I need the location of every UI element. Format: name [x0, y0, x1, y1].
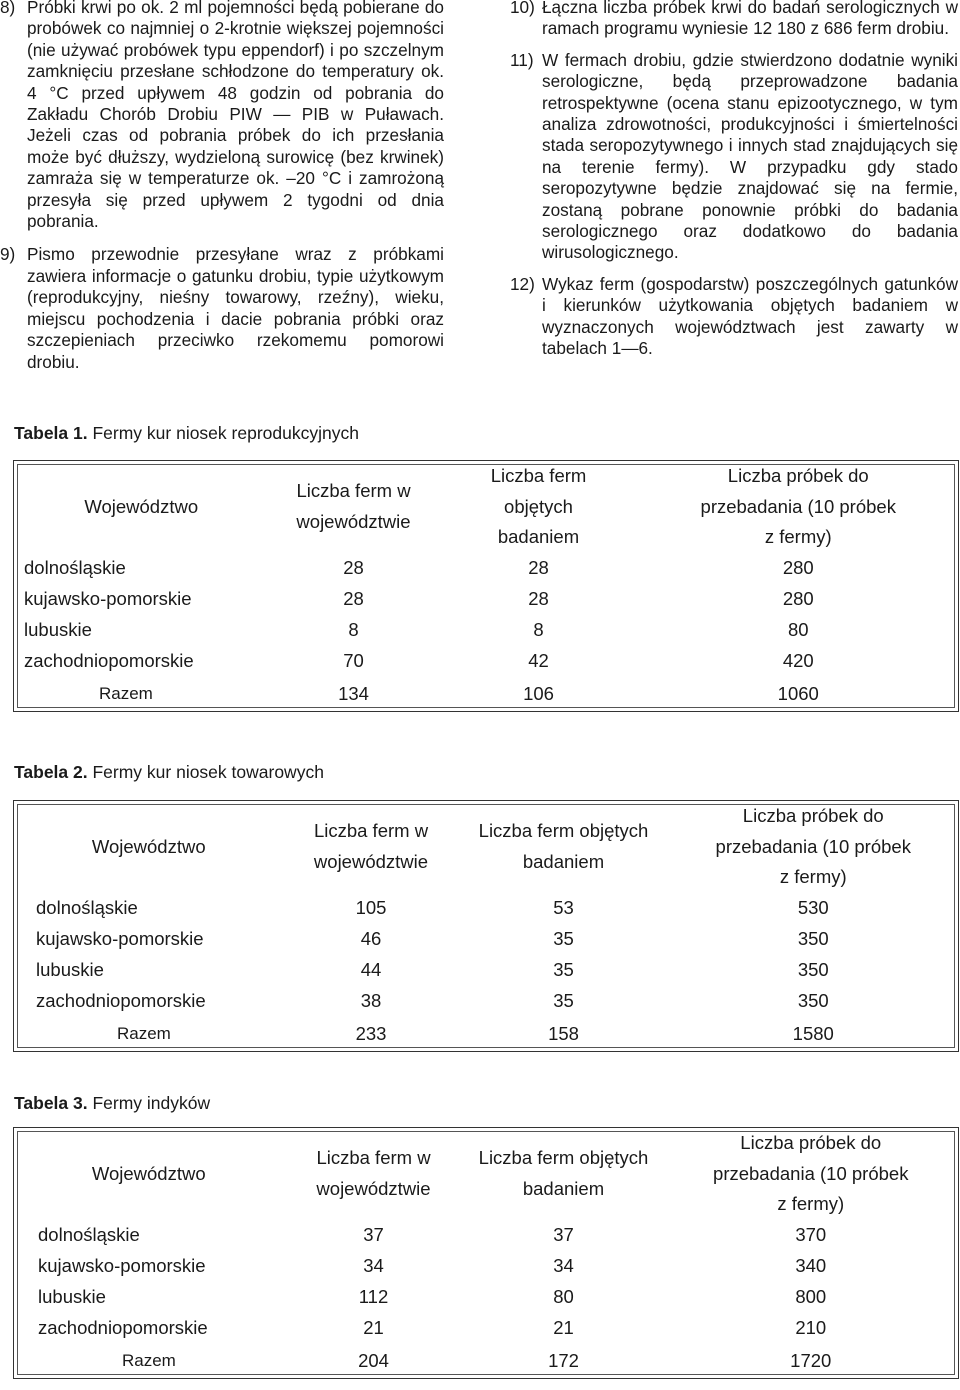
header-cell: Liczba próbek do przebadania (10 próbek z fermy)	[715, 805, 911, 887]
cell-region: zachodniopomorskie	[24, 650, 194, 671]
total-label: Razem	[117, 1023, 171, 1043]
header-cell: Liczba próbek do przebadania (10 próbek z fermy)	[713, 1132, 909, 1214]
table-total-row	[14, 1344, 959, 1379]
table-row	[14, 1251, 959, 1282]
cell-region: lubuskie	[24, 619, 92, 640]
cell-value: 280	[782, 557, 814, 578]
table-row	[14, 584, 959, 615]
cell-value: 350	[797, 959, 829, 980]
list-text: W fermach drobiu, gdzie stwierdzono dodatnie wyniki serologiczne, będą przeprowadzone badania retrospektywne (ocena stanu epizootycznego, w tym analiza zdrowotności, produkcyjności i śmiertelności stada seropozytywnego i innych stad znajdujących się na terenie fermy). W przypadku gdy stado seropozytywne będzie znajdować się na fermie, zostaną pobrane ponownie próbki do badania serologicznego oraz dodatkowo do badania wirusologicznego.	[542, 49, 958, 263]
header-cell: Liczba ferm objętych badaniem	[478, 1147, 649, 1199]
total-value: 1720	[790, 1349, 832, 1371]
cell-value: 8	[533, 619, 544, 640]
list-number: 9)	[0, 244, 16, 265]
cell-value: 21	[363, 1317, 384, 1338]
list-item-12	[512, 274, 958, 360]
cell-value: 112	[358, 1286, 389, 1307]
cell-value: 38	[360, 990, 382, 1011]
cell-value: 370	[795, 1224, 827, 1245]
cell-value: 42	[528, 650, 549, 671]
table-row	[14, 615, 959, 646]
table-header-row	[14, 1128, 959, 1220]
table-2	[13, 800, 959, 1052]
total-value: 106	[523, 682, 554, 704]
cell-value: 280	[782, 588, 814, 609]
cell-value: 44	[360, 959, 382, 980]
list-text: Próbki krwi po ok. 2 ml pojemności będą pobierane do probówek co najmniej o 2-krotnie większej pojemności (nie używać probówek typu eppendorf) i po szczelnym zamknięciu przesłane schłodzone do temperatury ok. 4 °C przed upływem 48 godzin od pobrania do Zakładu Chorób Drobiu PIW — PIB w Puławach. Jeżeli czas od pobrania próbek do ich przesłania może być dłuższy, wydzieloną surowicę (bez krwinek) zamraża się w temperaturze ok. –20 °C i zamrożoną przesyła się przed upływem 2 tygodni od dnia pobrania.	[27, 0, 444, 232]
list-text: Łączna liczba próbek krwi do badań serologicznych w ramach programu wyniesie 12 180 z 686 ferm drobiu.	[542, 0, 958, 39]
cell-value: 28	[528, 588, 549, 609]
cell-value: 28	[343, 557, 364, 578]
cell-value: 46	[360, 928, 382, 949]
table-total-row	[14, 1017, 959, 1052]
table-1-caption	[14, 423, 359, 444]
list-number: 10)	[510, 0, 535, 17]
cell-region: dolnośląskie	[24, 557, 126, 578]
cell-value: 80	[553, 1286, 574, 1307]
header-cell: Liczba ferm objętych badaniem	[490, 465, 587, 547]
total-value: 134	[338, 682, 369, 704]
list-item-8	[0, 0, 444, 232]
table-header-row	[14, 461, 959, 553]
cell-value: 37	[363, 1224, 384, 1245]
right-text-column	[512, 0, 958, 370]
table-header-row	[14, 801, 959, 893]
table-row	[14, 893, 959, 924]
header-cell: Liczba próbek do przebadania (10 próbek z fermy)	[700, 465, 896, 547]
cell-value: 35	[553, 959, 574, 980]
list-item-9	[0, 244, 444, 372]
cell-value: 53	[553, 897, 574, 918]
cell-value: 530	[797, 897, 829, 918]
cell-value: 80	[787, 619, 809, 640]
total-value: 1580	[792, 1022, 834, 1044]
caption-text: Fermy kur niosek towarowych	[87, 762, 324, 782]
caption-text: Fermy kur niosek reprodukcyjnych	[87, 423, 359, 443]
total-label: Razem	[99, 683, 153, 703]
cell-value: 340	[795, 1255, 827, 1276]
table-row	[14, 955, 959, 986]
cell-region: zachodniopomorskie	[36, 990, 206, 1011]
header-cell: Liczba ferm w województwie	[313, 820, 429, 872]
cell-value: 70	[343, 650, 364, 671]
caption-text: Fermy indyków	[87, 1093, 211, 1113]
list-item-10	[512, 0, 958, 40]
caption-label: Tabela 1.	[14, 423, 88, 443]
cell-value: 28	[528, 557, 549, 578]
table-2-caption	[14, 762, 324, 783]
total-value: 172	[548, 1349, 579, 1371]
left-text-column	[0, 0, 444, 385]
header-cell: Województwo	[84, 495, 199, 517]
header-cell: Liczba ferm w województwie	[296, 480, 411, 532]
table-3-caption	[14, 1093, 210, 1114]
cell-value: 34	[553, 1255, 574, 1276]
total-value: 233	[355, 1022, 387, 1044]
total-value: 158	[548, 1022, 579, 1044]
header-cell: Województwo	[91, 1162, 206, 1184]
caption-label: Tabela 3.	[14, 1093, 88, 1113]
list-item-11	[512, 50, 958, 264]
cell-region: dolnośląskie	[38, 1224, 140, 1245]
total-value: 1060	[777, 682, 819, 704]
list-number: 11)	[510, 49, 534, 70]
table-row	[14, 924, 959, 955]
cell-value: 105	[355, 897, 387, 918]
table-row	[14, 1282, 959, 1313]
table-1	[13, 460, 959, 712]
cell-value: 35	[553, 928, 574, 949]
table-row	[14, 1220, 959, 1251]
total-value: 204	[358, 1349, 389, 1371]
cell-region: lubuskie	[38, 1286, 106, 1307]
list-number: 12)	[510, 273, 535, 294]
cell-value: 21	[553, 1317, 574, 1338]
list-text: Pismo przewodnie przesyłane wraz z próbkami zawiera informacje o gatunku drobiu, typie użytkowym (reprodukcyjny, nieśny towarowy, rzeźny), wieku, miejscu pochodzenia i dacie pobrania próbki oraz szczepieniach przeciwko rzekomemu pomorowi drobiu.	[27, 244, 444, 372]
cell-value: 34	[363, 1255, 384, 1276]
cell-value: 35	[553, 990, 574, 1011]
cell-region: dolnośląskie	[36, 897, 138, 918]
header-cell: Liczba ferm objętych badaniem	[478, 820, 649, 872]
table-row	[14, 553, 959, 584]
cell-region: kujawsko-pomorskie	[24, 588, 192, 609]
cell-value: 210	[795, 1317, 827, 1338]
table-row	[14, 646, 959, 677]
table-3	[13, 1127, 959, 1379]
cell-region: kujawsko-pomorskie	[36, 928, 204, 949]
list-text: Wykaz ferm (gospodarstw) poszczególnych gatunków i kierunków użytkowania objętych badaniem w wyznaczonych województwach jest zawarty w tabelach 1—6.	[542, 273, 958, 359]
list-number: 8)	[0, 0, 16, 17]
total-label: Razem	[122, 1350, 176, 1370]
header-cell: Liczba ferm w województwie	[316, 1147, 431, 1199]
cell-value: 28	[343, 588, 364, 609]
cell-value: 8	[348, 619, 359, 640]
header-cell: Województwo	[91, 835, 206, 857]
cell-value: 350	[797, 990, 829, 1011]
table-row	[14, 986, 959, 1017]
cell-region: zachodniopomorskie	[38, 1317, 208, 1338]
table-total-row	[14, 677, 959, 712]
table-row	[14, 1313, 959, 1344]
cell-region: lubuskie	[36, 959, 104, 980]
cell-value: 37	[553, 1224, 574, 1245]
cell-value: 800	[795, 1286, 827, 1307]
caption-label: Tabela 2.	[14, 762, 88, 782]
cell-value: 350	[797, 928, 829, 949]
cell-value: 420	[782, 650, 814, 671]
cell-region: kujawsko-pomorskie	[38, 1255, 206, 1276]
